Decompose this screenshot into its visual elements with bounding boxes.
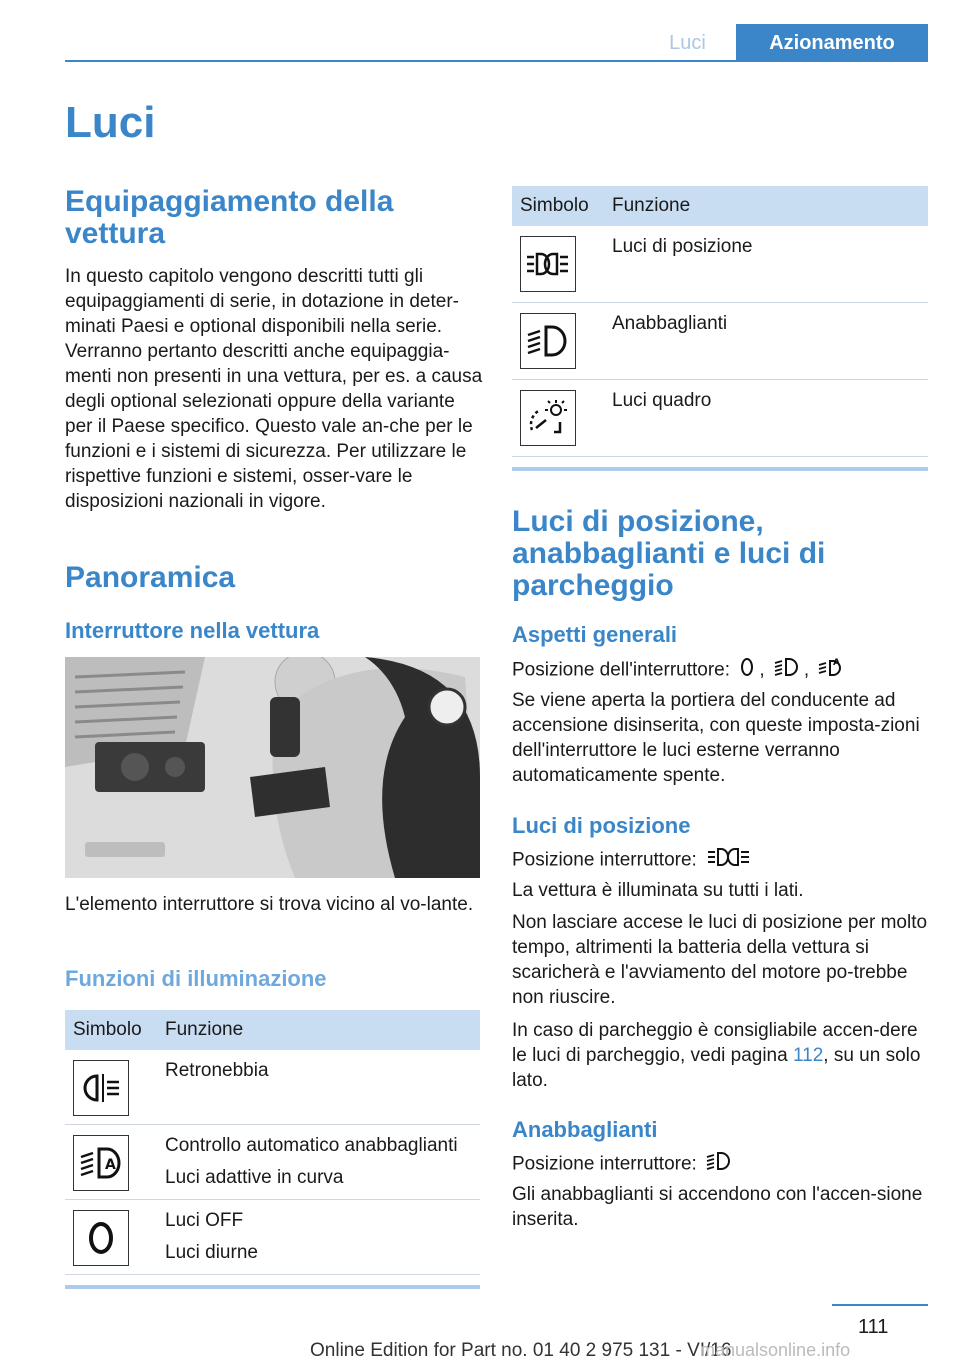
function-label: Luci diurne bbox=[165, 1242, 258, 1263]
function-label: Luci adattive in curva bbox=[165, 1167, 344, 1188]
table-row bbox=[65, 1050, 480, 1125]
general-text: Se viene aperta la portiera del conducente ad accensione disinserita, con queste imposta-zioni dell'interruttore le luci esterne verranno automaticamente spente. bbox=[512, 690, 920, 786]
general-switch-positions: Posizione dell'interruttore: , , A bbox=[512, 656, 928, 685]
page-ref-link[interactable]: 112 bbox=[792, 1045, 824, 1066]
header-rule bbox=[65, 60, 928, 62]
parking-lights-switch-position bbox=[512, 846, 928, 875]
table-row bbox=[65, 1125, 480, 1200]
parking-text-part: In caso di parcheggio è consigliabile accen-dere le luci di parcheggio, vedi pagina bbox=[512, 1020, 918, 1066]
col-symbol: Simbolo bbox=[512, 186, 604, 226]
low-beam-icon bbox=[774, 656, 800, 685]
function-label: Anabbaglianti bbox=[612, 313, 728, 334]
low-beam-switch-position bbox=[512, 1150, 928, 1179]
low-beam-icon bbox=[520, 313, 576, 369]
low-label: Posizione interruttore: bbox=[512, 1153, 697, 1175]
auto-headlight-icon bbox=[73, 1135, 129, 1191]
function-label: Retronebbia bbox=[165, 1060, 269, 1081]
function-label: Luci quadro bbox=[612, 390, 712, 411]
overview-heading: Panoramica bbox=[65, 561, 236, 594]
section-heading: Luci di posizione, anabbaglianti e luci di parcheggio bbox=[512, 505, 826, 602]
parking-lights-heading: Luci di posizione bbox=[512, 813, 691, 838]
equipment-text: In questo capitolo vengono descritti tutti gli equipaggiamenti di serie, in dotazione in deter-minati Paesi e optional disponibili nella serie. Verranno pertanto descritti anche equipaggia-menti non presenti in una vettura, per es. a causa degli optional selezionati oppure della variante per il Paese specifico. Questo vale an-che per le funzioni e i sistemi di sicurezza. Per utilizzare le rispettive funzioni e sistemi, osser-vare le disposizioni nazionali in vigore. bbox=[65, 266, 483, 512]
table-row bbox=[512, 380, 928, 457]
table-row bbox=[512, 226, 928, 303]
svg-text:A: A bbox=[833, 658, 841, 668]
lights-off-icon bbox=[739, 656, 755, 685]
dashboard-illustration bbox=[65, 657, 480, 878]
low-beam-icon bbox=[706, 1150, 732, 1179]
parking-lights-text-2: Non lasciare accese le luci di posizione per molto tempo, altrimenti la batteria della vettura si scaricherà e l'avviamento del motore po-trebbe non riuscire. bbox=[512, 912, 928, 1008]
parking-text-part: , su un solo lato. bbox=[512, 1045, 921, 1091]
col-function: Funzione bbox=[604, 186, 928, 226]
parking-lights-text-1: La vettura è illuminata su tutti i lati. bbox=[512, 880, 804, 901]
table-end-rule bbox=[65, 1285, 480, 1289]
table-row bbox=[512, 303, 928, 380]
col-symbol: Simbolo bbox=[65, 1010, 157, 1050]
col-function: Funzione bbox=[157, 1010, 480, 1050]
page-title: Luci bbox=[65, 98, 156, 147]
auto-headlight-icon bbox=[818, 656, 844, 685]
rear-fog-icon bbox=[73, 1060, 129, 1116]
low-beam-heading: Anabbaglianti bbox=[512, 1117, 658, 1142]
function-label: Luci OFF bbox=[165, 1210, 244, 1231]
functions-table-left bbox=[65, 1010, 480, 1289]
equipment-heading: Equipaggiamento della vettura bbox=[65, 185, 394, 250]
low-beam-text: Gli anabbaglianti si accendono con l'accen-sione inserita. bbox=[512, 1184, 923, 1230]
header-section: Luci bbox=[669, 31, 706, 54]
page-number: 111 bbox=[858, 1316, 889, 1338]
header-chapter: Azionamento bbox=[736, 24, 928, 62]
general-pos-label: Posizione dell'interruttore: bbox=[512, 659, 731, 681]
general-heading: Aspetti generali bbox=[512, 622, 678, 647]
lights-off-icon bbox=[73, 1210, 129, 1266]
function-label: Luci di posizione bbox=[612, 236, 753, 257]
table-row bbox=[65, 1200, 480, 1275]
watermark: manualsonline.info bbox=[700, 1340, 851, 1360]
function-label: Controllo automatico anabbaglianti bbox=[165, 1135, 458, 1156]
table-end-rule bbox=[512, 467, 928, 471]
functions-heading: Funzioni di illuminazione bbox=[65, 966, 327, 991]
instrument-light-icon bbox=[520, 390, 576, 446]
pos-label: Posizione interruttore: bbox=[512, 849, 697, 871]
dashboard-photo bbox=[65, 657, 480, 878]
edition-footer: Online Edition for Part no. 01 40 2 975 131 - VI/16 bbox=[310, 1340, 732, 1361]
parking-light-icon bbox=[706, 846, 752, 875]
switch-heading: Interruttore nella vettura bbox=[65, 618, 320, 643]
functions-table-right bbox=[512, 186, 928, 471]
parking-light-icon bbox=[520, 236, 576, 292]
svg-text:A: A bbox=[105, 1157, 116, 1173]
switch-caption: L'elemento interruttore si trova vicino al vo-lante. bbox=[65, 894, 474, 915]
footer-rule bbox=[832, 1304, 928, 1306]
parking-lights-text-3 bbox=[512, 1018, 928, 1093]
